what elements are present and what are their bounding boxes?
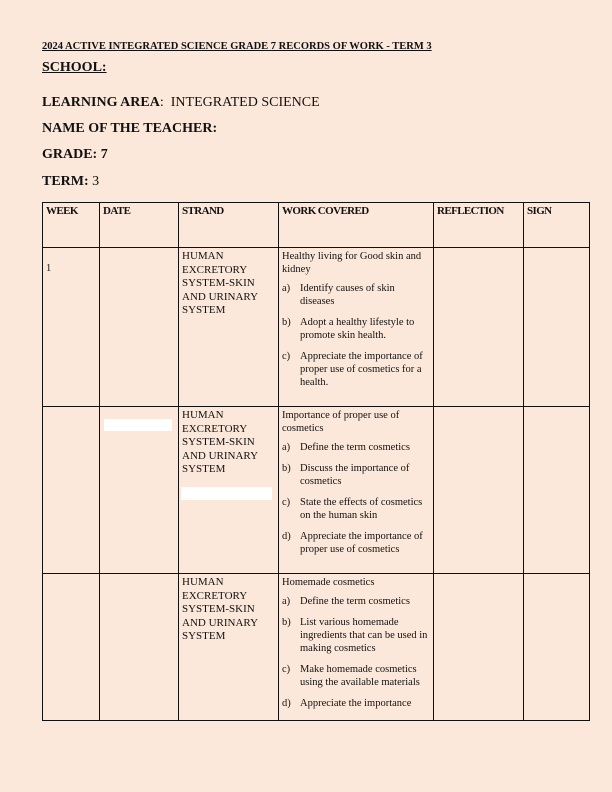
school-label: SCHOOL: (42, 60, 107, 75)
header-reflection: REFLECTION (434, 203, 524, 248)
sign-cell (524, 407, 590, 574)
objective-item (282, 496, 430, 522)
reflection-cell (434, 574, 524, 721)
work-covered-cell (279, 407, 434, 574)
objective-item (282, 282, 430, 308)
objective-text: List various homemade ingredients that can be used in making cosmetics (300, 617, 428, 654)
week-cell (43, 248, 100, 407)
objective-text: Make homemade cosmetics using the available materials (300, 664, 420, 688)
topic: Healthy living for Good skin and kidney (282, 251, 422, 275)
learning-area-label: LEARNING AREA (42, 95, 160, 110)
objective-letter: a) (282, 596, 291, 607)
strand-cell: HUMAN EXCRETORY SYSTEM-SKIN AND URINARY SYSTEM (179, 248, 279, 407)
objective-item (282, 663, 430, 689)
week-value: 1 (46, 263, 52, 274)
topic: Importance of proper use of cosmetics (282, 410, 400, 434)
document-title: 2024 ACTIVE INTEGRATED SCIENCE GRADE 7 RECORDS OF WORK - TERM 3 (42, 41, 432, 52)
objective-text: Appreciate the importance of proper use of cosmetics for a health. (300, 351, 423, 388)
objective-text: State the effects of cosmetics on the human skin (300, 497, 423, 521)
table-header-row (43, 203, 590, 248)
reflection-cell (434, 248, 524, 407)
objective-item (282, 697, 430, 710)
table-row (43, 248, 590, 407)
objective-item (282, 616, 430, 655)
objective-letter: c) (282, 351, 291, 362)
header-date: DATE (100, 203, 179, 248)
term-value: 3 (92, 174, 100, 189)
objective-item (282, 595, 430, 608)
date-cell (100, 407, 179, 574)
term (42, 174, 99, 190)
learning-area-value: INTEGRATED SCIENCE (170, 95, 320, 110)
objective-item (282, 441, 430, 454)
objective-letter: b) (282, 317, 291, 328)
header-week: WEEK (43, 203, 100, 248)
strand-cell: HUMAN EXCRETORY SYSTEM-SKIN AND URINARY SYSTEM (179, 574, 279, 721)
header-sign: SIGN (524, 203, 590, 248)
white-patch (104, 419, 172, 431)
table-row (43, 574, 590, 721)
grade-value: 7 (100, 147, 108, 162)
objective-text: Define the term cosmetics (300, 596, 410, 607)
objective-item (282, 530, 430, 556)
grade (42, 147, 108, 163)
work-covered-cell (279, 574, 434, 721)
date-cell (100, 248, 179, 407)
teacher-label (42, 121, 217, 137)
strand-cell: HUMAN EXCRETORY SYSTEM-SKIN AND URINARY SYSTEM (179, 407, 279, 574)
objective-text: Identify causes of skin diseases (300, 283, 395, 307)
objective-text: Discuss the importance of cosmetics (300, 463, 410, 487)
white-patch (181, 487, 272, 500)
objective-item (282, 350, 430, 389)
date-cell (100, 574, 179, 721)
records-table (42, 202, 590, 721)
sign-cell (524, 248, 590, 407)
objective-letter: d) (282, 698, 291, 709)
learning-area: LEARNING AREA: INTEGRATED SCIENCE (42, 95, 320, 110)
header-work-covered: WORK COVERED (279, 203, 434, 248)
objective-letter: a) (282, 442, 291, 453)
objective-text: Appreciate the importance (300, 698, 412, 709)
objective-text: Adopt a healthy lifestyle to promote skin health. (300, 317, 415, 341)
objective-letter: c) (282, 497, 291, 508)
objective-text: Appreciate the importance of proper use of cosmetics (300, 531, 423, 555)
reflection-cell (434, 407, 524, 574)
objective-letter: b) (282, 617, 291, 628)
teacher-label-text: NAME OF THE TEACHER: (42, 121, 218, 136)
objective-text: Define the term cosmetics (300, 442, 410, 453)
grade-label: GRADE: (42, 147, 98, 162)
objective-letter: c) (282, 664, 291, 675)
week-cell (43, 574, 100, 721)
objective-item (282, 462, 430, 488)
term-label: TERM: (42, 174, 89, 189)
objective-letter: a) (282, 283, 291, 294)
table-row (43, 407, 590, 574)
header-strand: STRAND (179, 203, 279, 248)
sign-cell (524, 574, 590, 721)
topic: Homemade cosmetics (282, 577, 375, 588)
objective-letter: b) (282, 463, 291, 474)
week-cell (43, 407, 100, 574)
objective-letter: d) (282, 531, 291, 542)
objective-item (282, 316, 430, 342)
work-covered-cell (279, 248, 434, 407)
